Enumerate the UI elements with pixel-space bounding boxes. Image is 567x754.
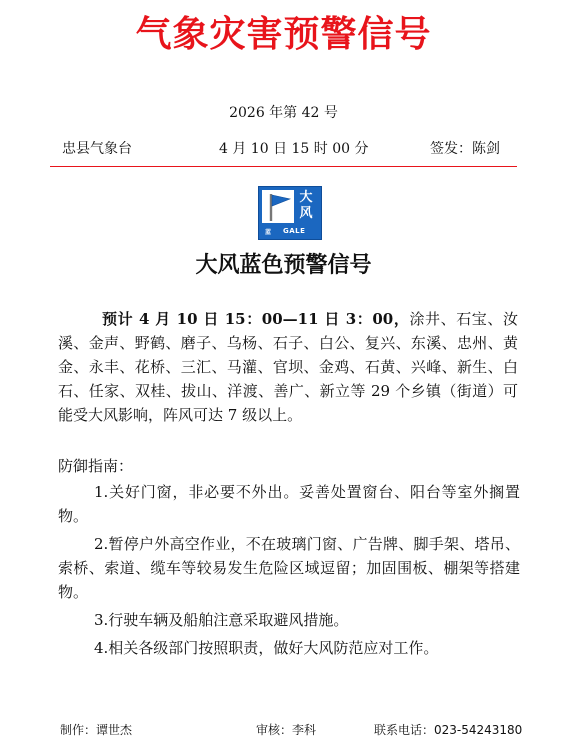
guide-item: 2.暂停户外高空作业，不在玻璃门窗、广告牌、脚手架、塔吊、索桥、索道、缆车等较易发生危险区域逗留；加固围板、棚架等搭建物。	[58, 535, 520, 601]
warning-heading: 大风蓝色预警信号	[195, 253, 372, 278]
signer: 签发：陈剑	[430, 141, 500, 157]
gale-blue-warning-icon	[258, 186, 322, 240]
document-title: 气象灾害预警信号	[135, 14, 432, 55]
warning-text: 涂井、石宝、汝溪、金声、野鹤、磨子、乌杨、石子、白公、复兴、东溪、忠州、黄金、永丰、花桥、三汇、马灌、官坝、金鸡、石黄、兴峰、新生、白石、任家、双桂、拔山、洋渡、善广、新立等 29 个乡镇（街道）可能受大风影响，阵风可达 7 级以上。	[58, 310, 518, 424]
flag-panel	[262, 190, 294, 223]
icon-footer	[259, 226, 321, 237]
header-divider	[50, 166, 517, 167]
guide-list	[58, 480, 520, 664]
issue-time: 4 月 10 日 15 时 00 分	[219, 141, 369, 157]
footer-reviewer: 审核：李科	[256, 723, 317, 737]
guide-item: 4.相关各级部门按照职责，做好大风防范应对工作。	[94, 639, 439, 657]
icon-english-label: GALE	[283, 227, 306, 235]
issue-number: 2026 年第 42 号	[229, 105, 338, 121]
wind-flag-icon	[262, 190, 294, 223]
icon-label: 大风	[299, 190, 313, 221]
footer-producer: 制作：谭世杰	[60, 723, 133, 737]
warning-body	[58, 307, 518, 427]
guide-title: 防御指南：	[58, 457, 134, 475]
icon-color-label: 蓝	[265, 229, 272, 236]
footer-phone: 联系电话：023-54243180	[374, 723, 523, 737]
guide-item: 3.行驶车辆及船舶注意采取避风措施。	[94, 611, 349, 629]
warning-time: 预计 4 月 10 日 15：00—11 日 3：00，	[102, 310, 410, 328]
guide-item: 1.关好门窗，非必要不外出。妥善处置窗台、阳台等室外搁置物。	[58, 483, 520, 525]
issuing-agency: 忠县气象台	[62, 141, 132, 157]
